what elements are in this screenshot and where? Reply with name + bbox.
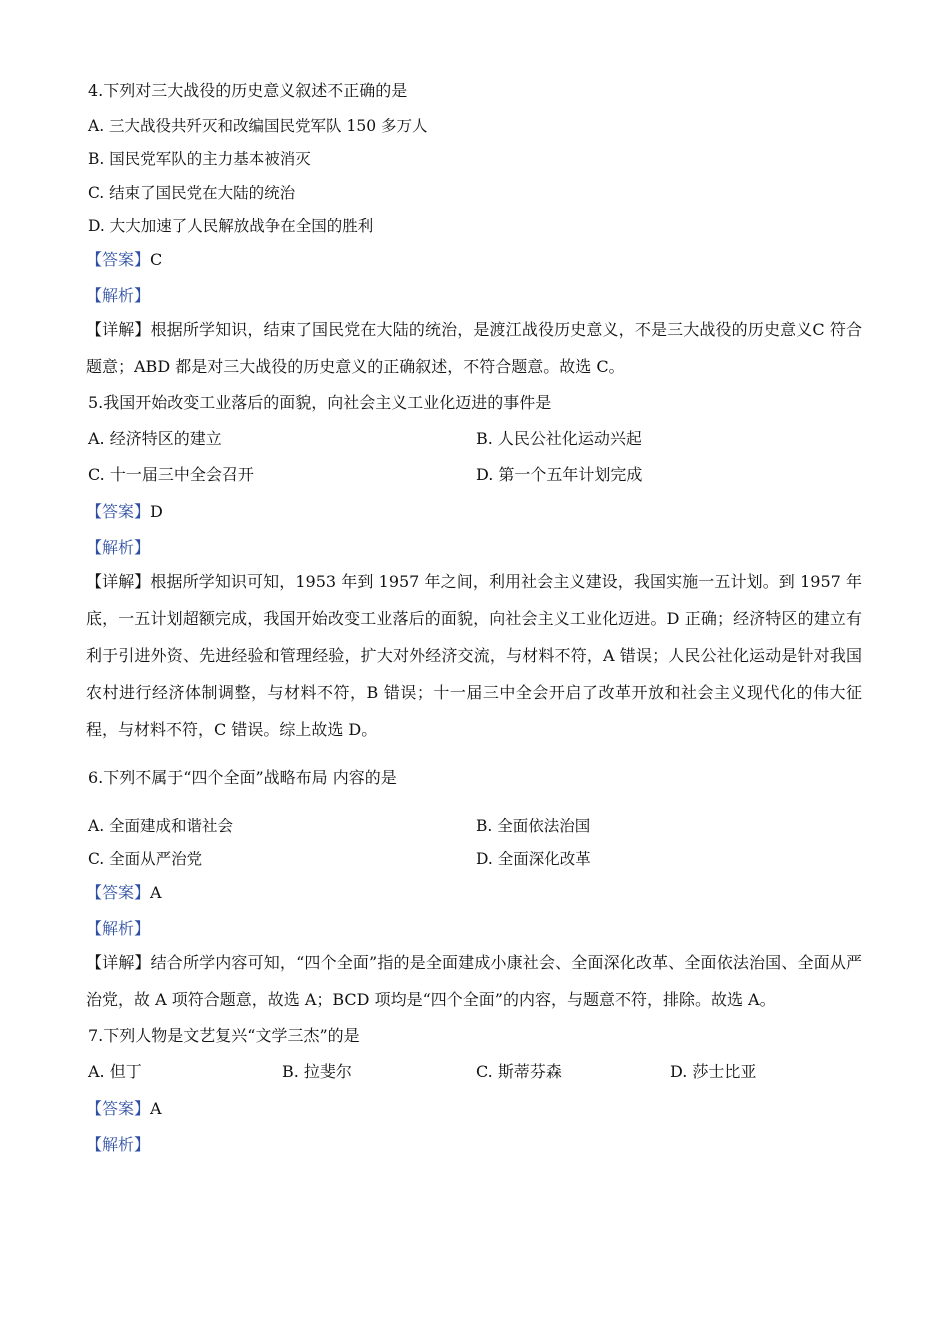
q7-stem: 7.下列人物是文艺复兴“文学三杰”的是 xyxy=(88,1026,360,1045)
q7-option-b: B. 拉斐尔 xyxy=(282,1062,352,1081)
q6-analysis-tag: 【解析】 xyxy=(86,919,151,938)
q7-option-c: C. 斯蒂芬森 xyxy=(476,1062,562,1081)
detail-text: 根据所学知识可知，1953 年到 1957 年之间，利用社会主义建设，我国实施一五计划。到 1957 年底，一五计划超额完成，我国开始改变工业落后的面貌，向社会主义工业化迈进。D 正确；经济特区的建立有利于引进外资、先进经验和管理经验，扩大对外经济交流，与材料不符，A 错误；人民公社化运动是针对我国农村进行经济体制调整，与材料不符，B 错误；十一届三中全会开启了改革开放和社会主义现代化的伟大征程，与材料不符，C 错误。综上故选 D。 xyxy=(86,572,862,739)
q4-detail xyxy=(86,311,862,385)
q5-option-b: B. 人民公社化运动兴起 xyxy=(476,429,642,448)
detail-tag: 【详解】 xyxy=(86,572,151,591)
answer-value: D xyxy=(150,502,163,521)
answer-tag: 【答案】 xyxy=(86,502,151,521)
q5-detail xyxy=(86,563,862,748)
q7-option-d: D. 莎士比亚 xyxy=(670,1062,757,1081)
q6-answer xyxy=(86,883,162,903)
detail-text: 结合所学内容可知，“四个全面”指的是全面建成小康社会、全面深化改革、全面依法治国、全面从严治党，故 A 项符合题意，故选 A；BCD 项均是“四个全面”的内容，与题意不符，排除。故选 A。 xyxy=(86,953,862,1009)
q6-option-d: D. 全面深化改革 xyxy=(476,850,591,868)
q4-option-b: B. 国民党军队的主力基本被消灭 xyxy=(88,150,311,168)
q6-stem: 6.下列不属于“四个全面”战略布局 内容的是 xyxy=(88,768,397,787)
q7-analysis-tag: 【解析】 xyxy=(86,1135,151,1154)
answer-tag: 【答案】 xyxy=(86,883,151,902)
q4-stem: 4.下列对三大战役的历史意义叙述不正确的是 xyxy=(88,81,408,100)
q6-option-b: B. 全面依法治国 xyxy=(476,817,591,835)
answer-value: C xyxy=(150,250,163,269)
q4-option-c: C. 结束了国民党在大陆的统治 xyxy=(88,184,296,202)
q7-answer xyxy=(86,1099,162,1119)
q5-analysis-tag: 【解析】 xyxy=(86,538,151,557)
q4-option-d: D. 大大加速了人民解放战争在全国的胜利 xyxy=(88,217,374,235)
answer-value: A xyxy=(150,883,162,902)
answer-tag: 【答案】 xyxy=(86,1099,151,1118)
q5-answer xyxy=(86,502,163,522)
q4-answer xyxy=(86,250,162,270)
q6-option-a: A. 全面建成和谐社会 xyxy=(88,817,234,835)
q5-stem: 5.我国开始改变工业落后的面貌，向社会主义工业化迈进的事件是 xyxy=(88,393,552,412)
q5-option-c: C. 十一届三中全会召开 xyxy=(88,465,254,484)
q4-option-a: A. 三大战役共歼灭和改编国民党军队 150 多万人 xyxy=(88,117,428,135)
q5-option-a: A. 经济特区的建立 xyxy=(88,429,222,448)
detail-text: 根据所学知识，结束了国民党在大陆的统治，是渡江战役历史意义，不是三大战役的历史意义C 符合题意；ABD 都是对三大战役的历史意义的正确叙述，不符合题意。故选 C。 xyxy=(86,320,862,376)
q6-option-c: C. 全面从严治党 xyxy=(88,850,203,868)
q6-detail xyxy=(86,944,862,1018)
q7-option-a: A. 但丁 xyxy=(88,1062,142,1081)
detail-tag: 【详解】 xyxy=(86,953,151,972)
detail-tag: 【详解】 xyxy=(86,320,151,339)
answer-tag: 【答案】 xyxy=(86,250,151,269)
q4-analysis-tag: 【解析】 xyxy=(86,286,151,305)
q5-option-d: D. 第一个五年计划完成 xyxy=(476,465,643,484)
answer-value: A xyxy=(150,1099,162,1118)
